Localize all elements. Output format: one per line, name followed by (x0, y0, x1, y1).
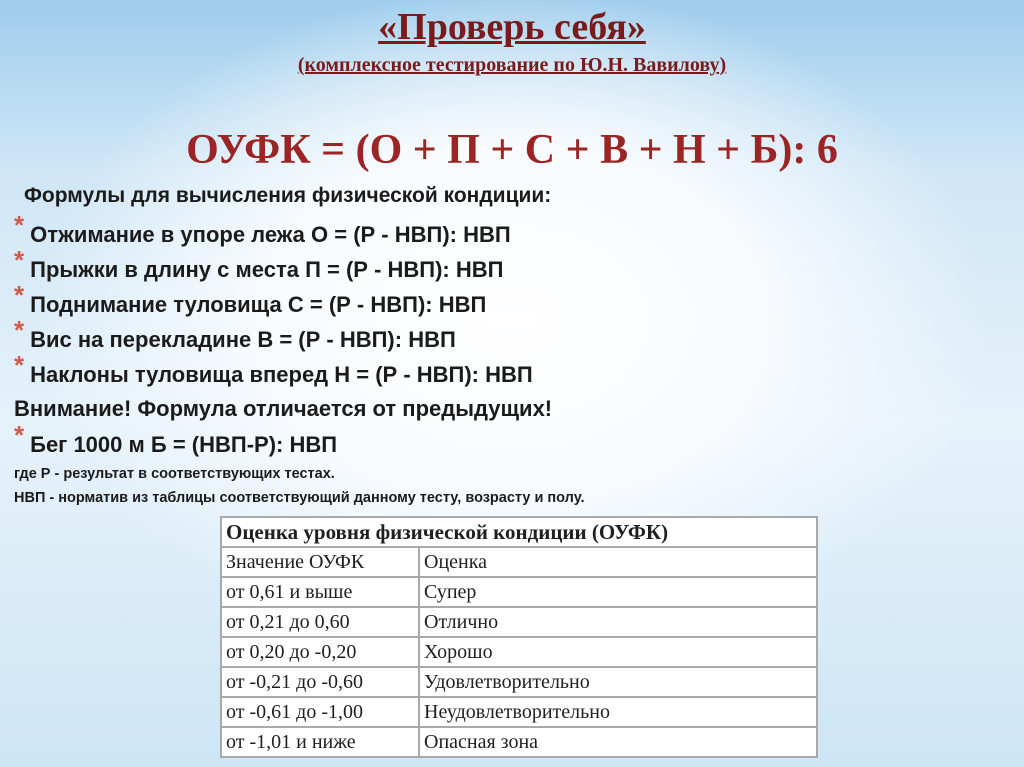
table-row (221, 607, 817, 637)
formula-item (14, 350, 533, 389)
main-formula: ОУФК = (О + П + С + В + Н + Б): 6 (186, 127, 838, 173)
formula-item (14, 315, 456, 354)
asterisk-bullet-icon: * (14, 350, 25, 380)
page-title: «Проверь себя» (378, 6, 646, 48)
run-formula-item (14, 420, 338, 459)
table-row (221, 637, 817, 667)
formulas-heading: Формулы для вычисления физической кондиции: (24, 184, 552, 207)
warning-text: Внимание! Формула отличается от предыдущих! (14, 396, 553, 421)
column-header-value: Значение ОУФК (221, 547, 419, 577)
cell-grade: Неудовлетворительно (419, 697, 817, 727)
cell-grade: Супер (419, 577, 817, 607)
formula-item-text: Прыжки в длину с места П = (Р - НВП): НВП (30, 257, 504, 282)
cell-value: от -0,61 до -1,00 (221, 697, 419, 727)
cell-value: от -1,01 и ниже (221, 727, 419, 757)
cell-grade: Удовлетворительно (419, 667, 817, 697)
formula-item-text: Вис на перекладине В = (Р - НВП): НВП (30, 327, 456, 352)
cell-value: от 0,61 и выше (221, 577, 419, 607)
cell-value: от 0,21 до 0,60 (221, 607, 419, 637)
page-subtitle: (комплексное тестирование по Ю.Н. Вавилову) (297, 54, 727, 76)
asterisk-bullet-icon: * (14, 245, 25, 275)
cell-grade: Опасная зона (419, 727, 817, 757)
note-result: где Р - результат в соответствующих тестах. (14, 466, 335, 482)
table-caption: Оценка уровня физической кондиции (ОУФК) (221, 517, 817, 547)
table-caption-row (221, 517, 817, 547)
fitness-grade-table (220, 516, 818, 758)
formula-item (14, 280, 487, 319)
formula-item-text: Поднимание туловища С = (Р - НВП): НВП (30, 292, 487, 317)
formula-item-text: Отжимание в упоре лежа О = (Р - НВП): НВП (30, 222, 511, 247)
table-row (221, 727, 817, 757)
cell-value: от -0,21 до -0,60 (221, 667, 419, 697)
cell-grade: Хорошо (419, 637, 817, 667)
asterisk-bullet-icon: * (14, 210, 25, 240)
table-row (221, 697, 817, 727)
cell-grade: Отлично (419, 607, 817, 637)
asterisk-bullet-icon: * (14, 280, 25, 310)
run-formula-text: Бег 1000 м Б = (НВП-Р): НВП (30, 432, 338, 457)
asterisk-bullet-icon: * (14, 315, 25, 345)
column-header-grade: Оценка (419, 547, 817, 577)
asterisk-bullet-icon: * (14, 420, 25, 450)
formula-item (14, 245, 504, 284)
table-header-row (221, 547, 817, 577)
formula-item (14, 210, 511, 249)
cell-value: от 0,20 до -0,20 (221, 637, 419, 667)
table-row (221, 667, 817, 697)
table-row (221, 577, 817, 607)
note-norm: НВП - норматив из таблицы соответствующий данному тесту, возрасту и полу. (14, 490, 585, 506)
formula-item-text: Наклоны туловища вперед Н = (Р - НВП): НВП (30, 362, 533, 387)
